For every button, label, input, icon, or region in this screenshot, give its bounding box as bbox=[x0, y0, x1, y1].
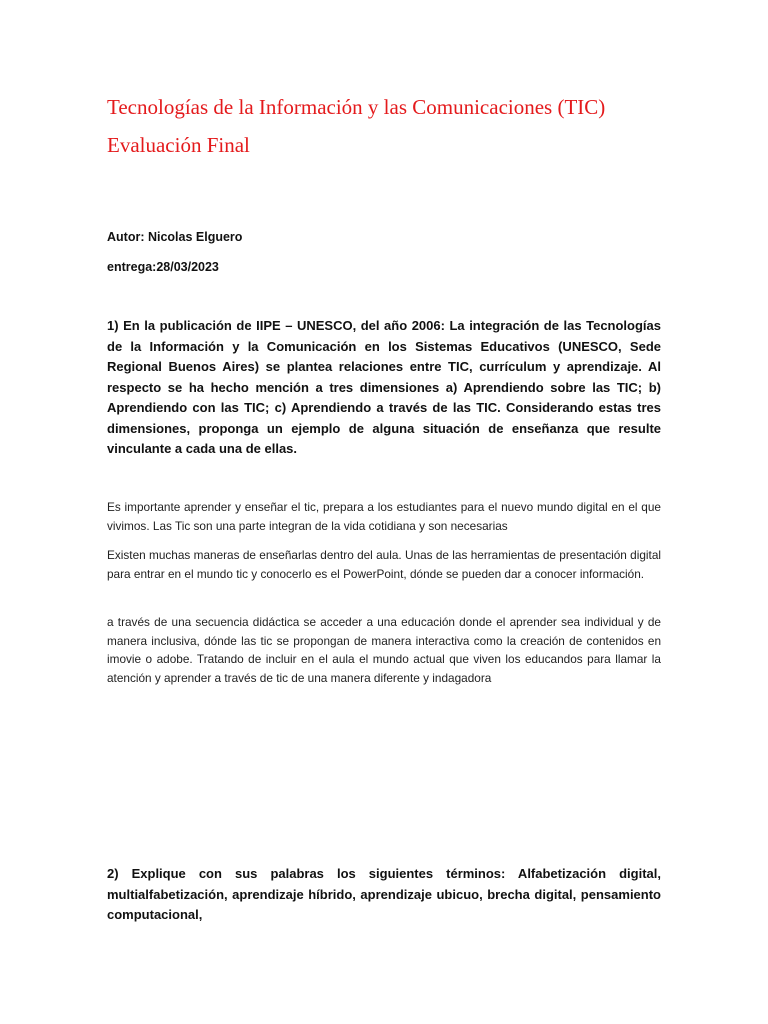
question-2: 2) Explique con sus palabras los siguientes términos: Alfabetización digital, multialfabetización, aprendizaje híbrido, aprendizaje ubicuo, brecha digital, pensamiento computacional, bbox=[107, 866, 661, 922]
title-block bbox=[107, 94, 661, 159]
answer-1-paragraph-1: Es importante aprender y enseñar el tic, prepara a los estudiantes para el nuevo mundo digital en el que vivimos. Las Tic son una parte integran de la vida cotidiana y son necesarias bbox=[107, 500, 661, 533]
document-title: Tecnologías de la Información y las Comunicaciones (TIC) bbox=[107, 95, 606, 119]
question-1: 1) En la publicación de IIPE – UNESCO, del año 2006: La integración de las Tecnologías de la Información y la Comunicación en los Sistemas Educativos (UNESCO, Sede Regional Buenos Aires) se plantea relaciones entre TIC, currículum y aprendizaje. Al respecto se ha hecho mención a tres dimensiones a) Aprendiendo sobre las TIC; b) Aprendiendo con las TIC; c) Aprendiendo a través de las TIC. Considerando estas tres dimensiones, proponga un ejemplo de alguna situación de enseñanza que resulte vinculante a cada una de ellas. bbox=[107, 318, 661, 456]
answer-1-paragraph-3: a través de una secuencia didáctica se acceder a una educación donde el aprender sea individual y de manera inclusiva, dónde las tic se propongan de manera interactiva como la creación de contenidos en imovie o adobe. Tratando de incluir en el aula el mundo actual que viven los educandos para llamar la atención y aprender a través de tic de una manera diferente y indagadora bbox=[107, 615, 661, 685]
document-subtitle: Evaluación Final bbox=[107, 133, 250, 158]
answer-1-paragraph-2: Existen muchas maneras de enseñarlas dentro del aula. Unas de las herramientas de presentación digital para entrar en el mundo tic y conocerlo es el PowerPoint, dónde se pueden dar a conocer información. bbox=[107, 548, 661, 581]
author-line: Autor: Nicolas Elguero bbox=[107, 230, 243, 244]
delivery-date: entrega:28/03/2023 bbox=[107, 260, 219, 274]
